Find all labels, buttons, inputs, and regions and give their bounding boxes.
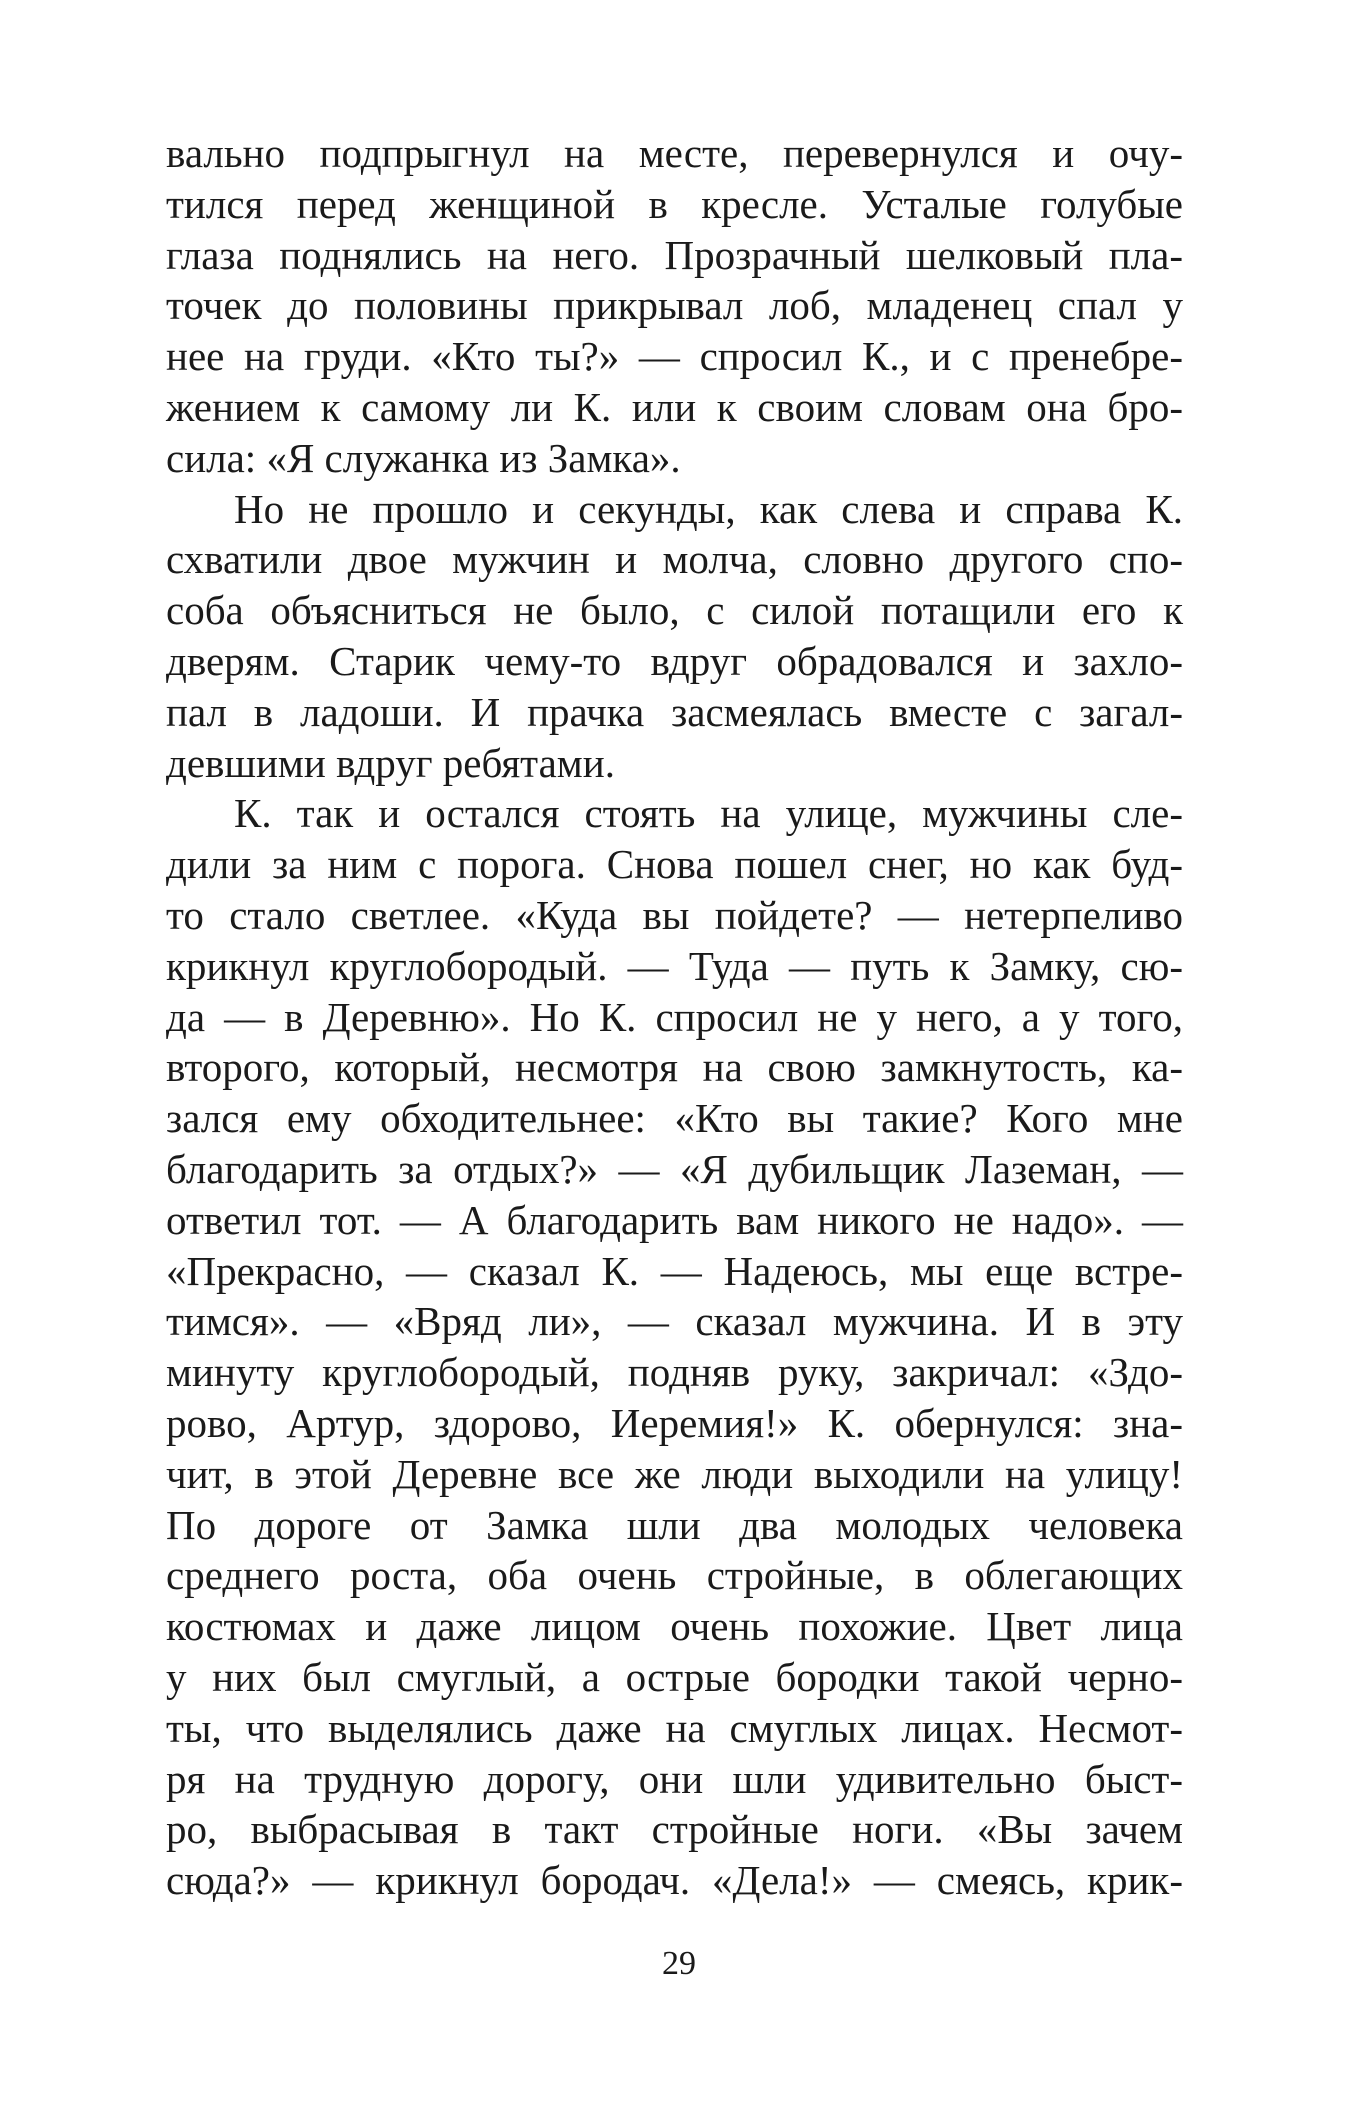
text-line: вально подпрыгнул на месте, перевернулся и очу- (166, 130, 1183, 176)
text-line: тился перед женщиной в кресле. Усталые голубые (166, 180, 1183, 227)
text-line: соба объясниться не было, с силой потащили его к (166, 587, 1183, 634)
text-line: второго, который, несмотря на свою замкнутость, ка- (166, 1044, 1183, 1091)
text-line: рово, Артур, здорово, Иеремия!» К. обернулся: зна- (166, 1399, 1183, 1446)
text-line: среднего роста, оба очень стройные, в облегающих (166, 1552, 1183, 1599)
text-line: К. так и остался стоять на улице, мужчины сле- (234, 790, 1183, 837)
text-line: ря на трудную дорогу, они шли удивительно быст- (166, 1755, 1183, 1802)
page-number: 29 (662, 1945, 696, 1982)
text-line: да — в Деревню». Но К. спросил не у него, а у того, (166, 993, 1183, 1040)
text-line: жением к самому ли К. или к своим словам она бро- (166, 383, 1183, 430)
text-line: ответил тот. — А благодарить вам никого не надо». — (166, 1196, 1183, 1243)
text-line: пал в ладоши. И прачка засмеялась вместе с загал- (166, 688, 1183, 735)
text-line: сила: «Я служанка из Замка». (166, 434, 681, 481)
text-line: По дороге от Замка шли два молодых человека (166, 1501, 1183, 1548)
text-line: «Прекрасно, — сказал К. — Надеюсь, мы еще встре- (166, 1247, 1183, 1294)
text-line: ро, выбрасывая в такт стройные ноги. «Вы зачем (166, 1806, 1183, 1853)
text-line: чит, в этой Деревне все же люди выходили на улицу! (166, 1450, 1183, 1497)
text-line: девшими вдруг ребятами. (166, 739, 615, 786)
text-line: костюмах и даже лицом очень похожие. Цвет лица (166, 1603, 1183, 1650)
text-line: у них был смуглый, а острые бородки такой черно- (166, 1653, 1183, 1700)
text-line: дили за ним с порога. Снова пошел снег, но как буд- (166, 841, 1183, 888)
page-body (166, 128, 1183, 1906)
text-line: Но не прошло и секунды, как слева и справа К. (234, 485, 1183, 532)
text-line: схватили двое мужчин и молча, словно другого спо- (166, 536, 1183, 583)
text-line: сюда?» — крикнул бородач. «Дела!» — смеясь, крик- (166, 1857, 1183, 1904)
text-line: зался ему обходительнее: «Кто вы такие? Кого мне (166, 1095, 1183, 1142)
text-line: тимся». — «Вряд ли», — сказал мужчина. И в эту (166, 1298, 1183, 1345)
text-line: ты, что выделялись даже на смуглых лицах. Несмот- (166, 1704, 1183, 1751)
text-line: глаза поднялись на него. Прозрачный шелковый пла- (166, 231, 1183, 278)
text-line: дверям. Старик чему-то вдруг обрадовался и захло- (166, 637, 1183, 684)
text-line: минуту круглобородый, подняв руку, закричал: «Здо- (166, 1349, 1183, 1396)
text-line: то стало светлее. «Куда вы пойдете? — нетерпеливо (166, 891, 1183, 938)
text-line: точек до половины прикрывал лоб, младенец спал у (166, 282, 1183, 329)
text-line: нее на груди. «Кто ты?» — спросил К., и с пренебре- (166, 333, 1183, 380)
text-line: благодарить за отдых?» — «Я дубильщик Лаземан, — (166, 1145, 1183, 1192)
text-line: крикнул круглобородый. — Туда — путь к Замку, сю- (166, 942, 1183, 989)
